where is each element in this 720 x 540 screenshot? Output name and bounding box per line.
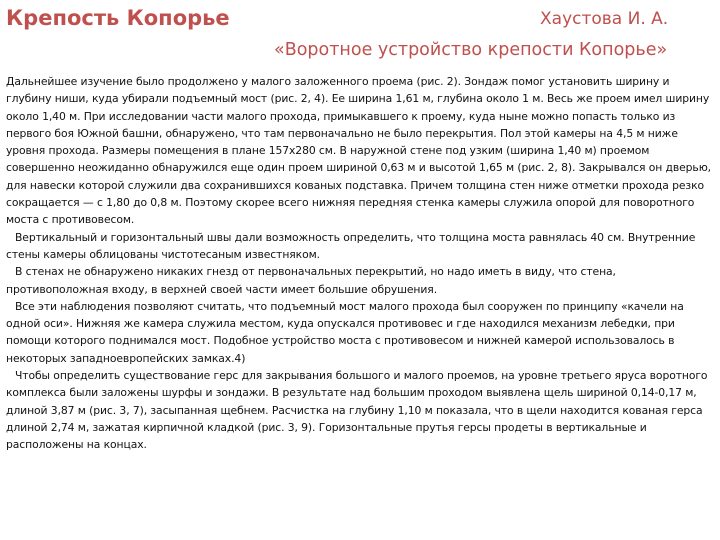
- paragraph: Дальнейшее изучение было продолжено у малого заложенного проема (рис. 2). Зондаж помог установить ширину и глубину ниши, куда убирали подъемный мост (рис. 2, 4). Ее ширина 1,61 м, глубина около 1 м. Весь же проем имел ширину около 1,40 м. При исследовании части малого прохода, примыкавшего к проему, куда ныне можно попасть только из первого боя Южной башни, обнаружено, что там первоначально не было перекрытия. Пол этой камеры на 4,5 м ниже уровня прохода. Размеры помещения в плане 157х280 см. В наружной стене под узким (ширина 1,40 м) проемом совершенно неожиданно обнаружился еще один проем шириной 0,63 м и высотой 1,65 м (рис. 2, 8). Закрывался он дверью, для навески которой служили два сохранившихся кованых подставка. Причем толщина стен ниже отметки прохода резко сокращается — с 1,80 до 0,8 м. Поэтому скорее всего нижняя передняя стенка камеры служила опорой для поворотного моста с противовесом.: [6, 75, 712, 227]
- author-name: Хаустова И. А.: [540, 9, 669, 29]
- paragraph: Чтобы определить существование герс для закрывания большого и малого проемов, на уровне третьего яруса воротного комплекса были заложены шурфы и зондажи. В результате над большим проходом выявлена щель шириной 0,14-0,17 м, длиной 3,87 м (рис. 3, 7), засыпанная щебнем. Расчистка на глубину 1,10 м показала, что в щели находится кованая герса длиной 2,74 м, зажатая кирпичной кладкой (рис. 3, 9). Горизонтальные прутья герсы продеты в вертикальные и расположены на концах.: [6, 369, 708, 452]
- slide-title: Крепость Копорье: [6, 6, 230, 30]
- paragraph: Все эти наблюдения позволяют считать, что подъемный мост малого прохода был сооружен по принципу «качели на одной оси». Нижняя же камера служила местом, куда опускался противовес и где находился механизм лебедки, при помощи которого поднимался мост. Подобное устройство моста с противовесом и нижней камерой использовалось в некоторых западноевропейских замках.4): [6, 299, 684, 365]
- paragraph: Вертикальный и горизонтальный швы дали возможность определить, что толщина моста равнялась 40 см. Внутренние стены камеры облицованы чистотесаным известняком.: [6, 230, 696, 261]
- body-text: [6, 73, 714, 454]
- paragraph: В стенах не обнаружено никаких гнезд от первоначальных перекрытий, но надо иметь в виду, что стена, противоположная входу, в верхней своей части имеет большие обрушения.: [6, 265, 616, 296]
- slide-subtitle: «Воротное устройство крепости Копорье»: [274, 40, 668, 60]
